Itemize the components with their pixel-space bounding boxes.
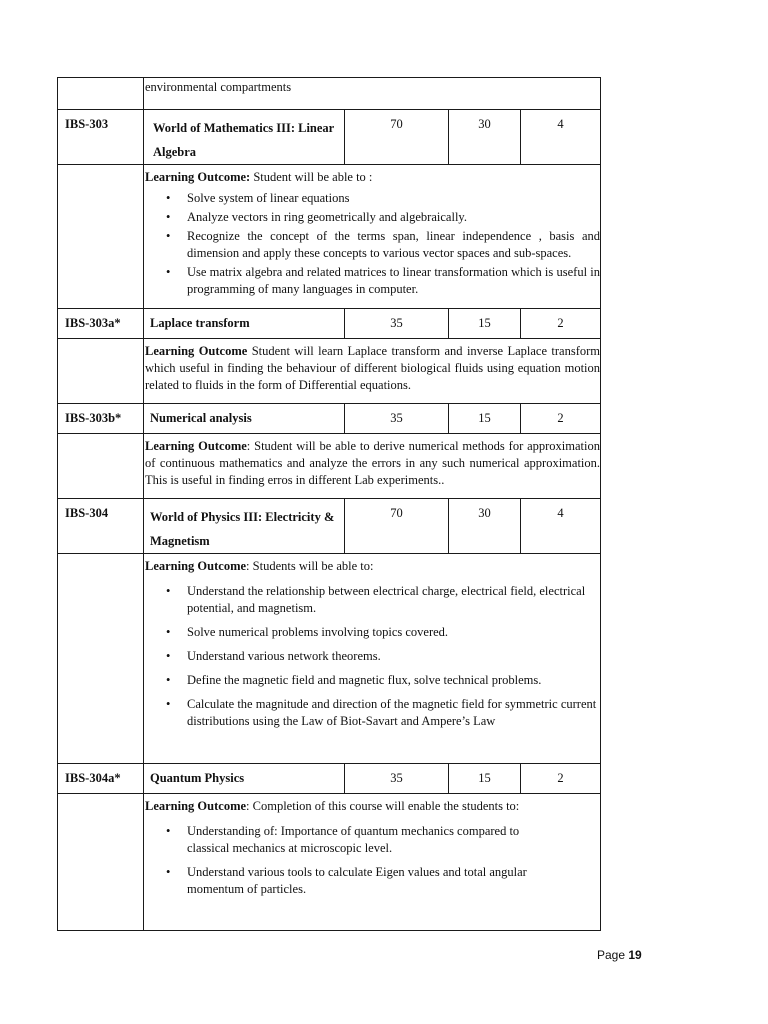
learning-outcome-label: Learning Outcome <box>145 439 247 453</box>
outcome-row <box>58 554 601 764</box>
course-col1: 70 <box>345 110 449 165</box>
outcome-row <box>58 339 601 404</box>
learning-outcome-label: Learning Outcome <box>145 344 248 358</box>
course-col2: 15 <box>449 309 521 339</box>
code-cell-empty <box>58 794 144 931</box>
course-col1: 70 <box>345 499 449 554</box>
syllabus-table <box>57 77 601 931</box>
course-col3: 4 <box>521 499 601 554</box>
list-item: • Understand various tools to calculate Eigen values and total angular momentum of particles. <box>187 864 560 898</box>
course-col1: 35 <box>345 404 449 434</box>
course-row <box>58 309 601 339</box>
list-item: • Understanding of: Importance of quantum mechanics compared to classical mechanics at microscopic level. <box>187 823 560 857</box>
course-col3: 2 <box>521 404 601 434</box>
learning-outcome-text: : Students will be able to: <box>246 559 374 573</box>
outcome-list <box>145 823 600 898</box>
course-col2: 15 <box>449 764 521 794</box>
learning-outcome <box>144 554 601 764</box>
outcome-row <box>58 434 601 499</box>
course-row <box>58 110 601 165</box>
outcome-row <box>58 794 601 931</box>
outcome-list <box>145 190 600 298</box>
course-col1: 35 <box>345 309 449 339</box>
course-title: World of Physics III: Electricity & Magnetism <box>144 499 345 554</box>
course-code: IBS-304 <box>58 499 144 554</box>
course-title: World of Mathematics III: Linear Algebra <box>144 110 345 165</box>
course-code: IBS-303a* <box>58 309 144 339</box>
learning-outcome-text: Student will learn Laplace transform and inverse Laplace transform which useful in finding the behaviour of different biological fluids using equation motion related to fluids in the form of Differential equations. <box>145 344 601 392</box>
learning-outcome <box>144 339 601 404</box>
list-item: • Analyze vectors in ring geometrically and algebraically. <box>187 209 600 226</box>
course-col2: 15 <box>449 404 521 434</box>
learning-outcome-text: : Completion of this course will enable the students to: <box>246 799 520 813</box>
learning-outcome-text: : Student will be able to derive numerical methods for approximation of continuous mathematics and analyze the errors in any such numerical approximation. This is useful in finding erros in different Lab experiments.. <box>145 439 601 487</box>
learning-outcome <box>144 434 601 499</box>
list-item: • Define the magnetic field and magnetic flux, solve technical problems. <box>187 672 600 689</box>
course-title: Quantum Physics <box>144 764 345 794</box>
course-col3: 2 <box>521 309 601 339</box>
course-col1: 35 <box>345 764 449 794</box>
course-title: Laplace transform <box>144 309 345 339</box>
course-code: IBS-303b* <box>58 404 144 434</box>
course-col3: 4 <box>521 110 601 165</box>
course-title: Numerical analysis <box>144 404 345 434</box>
list-item: • Understand various network theorems. <box>187 648 600 665</box>
page-label: Page <box>597 948 629 962</box>
learning-outcome-label: Learning Outcome <box>145 559 247 573</box>
list-item: • Solve system of linear equations <box>187 190 600 207</box>
course-code: IBS-304a* <box>58 764 144 794</box>
learning-outcome-text: Student will be able to : <box>250 170 373 184</box>
list-item: • Understand the relationship between electrical charge, electrical field, electrical potential, and magnetism. <box>187 583 600 617</box>
learning-outcome-label: Learning Outcome: <box>145 170 251 184</box>
continuation-row <box>58 78 601 110</box>
outcome-list <box>145 583 600 730</box>
page-footer <box>597 948 642 962</box>
course-code: IBS-303 <box>58 110 144 165</box>
course-col2: 30 <box>449 499 521 554</box>
course-col3: 2 <box>521 764 601 794</box>
course-row <box>58 404 601 434</box>
list-item: • Use matrix algebra and related matrices to linear transformation which is useful in programming of many languages in computer. <box>187 264 600 298</box>
code-cell-empty <box>58 434 144 499</box>
code-cell-empty <box>58 554 144 764</box>
code-cell-empty <box>58 78 144 110</box>
learning-outcome-label: Learning Outcome <box>145 799 247 813</box>
course-row <box>58 764 601 794</box>
page-number: 19 <box>628 948 642 962</box>
list-item: • Recognize the concept of the terms span, linear independence , basis and dimension and apply these concepts to various vector spaces and sub-spaces. <box>187 228 600 262</box>
learning-outcome <box>144 794 601 931</box>
continuation-text: environmental compartments <box>144 78 601 110</box>
course-row <box>58 499 601 554</box>
learning-outcome <box>144 165 601 309</box>
outcome-row <box>58 165 601 309</box>
list-item: • Calculate the magnitude and direction of the magnetic field for symmetric current distributions using the Law of Biot-Savart and Ampere’s Law <box>187 696 600 730</box>
code-cell-empty <box>58 165 144 309</box>
list-item: • Solve numerical problems involving topics covered. <box>187 624 600 641</box>
course-col2: 30 <box>449 110 521 165</box>
code-cell-empty <box>58 339 144 404</box>
